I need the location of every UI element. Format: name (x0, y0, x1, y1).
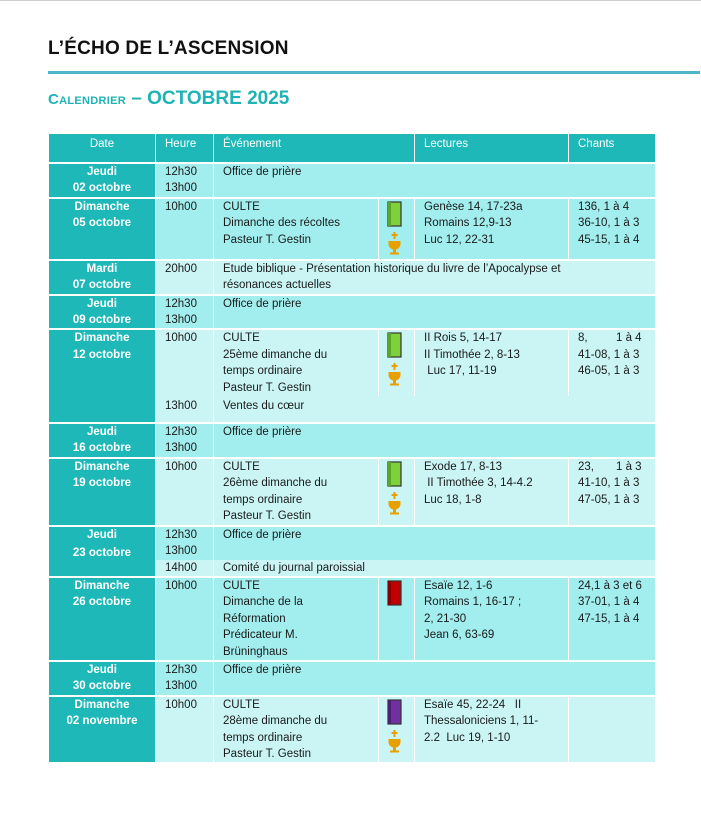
hymns-cell: 23, 1 à 3 41-10, 1 à 3 47-05, 1 à 3 (569, 458, 655, 526)
green-book-icon (387, 201, 402, 227)
date-cell: Jeudi 16 octobre (49, 423, 156, 458)
time-cell: 20h00 (156, 260, 214, 295)
date-cell: Dimanche 12 octobre (49, 329, 156, 396)
date-cell: Jeudi 23 octobre (49, 526, 156, 577)
purple-book-icon (387, 699, 402, 725)
hymns-cell: 136, 1 à 4 36-10, 1 à 3 45-15, 1 à 4 (569, 198, 655, 260)
event-cell: CULTE 28ème dimanche du temps ordinaire Pasteur T. Gestin (214, 696, 379, 763)
time-cell: 13h00 (156, 396, 214, 423)
green-book-icon (387, 461, 402, 487)
table-row (49, 295, 655, 330)
chalice-icon (387, 492, 402, 516)
time-cell: 10h00 (156, 329, 214, 396)
calendar-table (48, 134, 655, 762)
time-cell: 10h00 (156, 696, 214, 763)
liturgy-icon-cell (379, 577, 415, 661)
liturgy-icon-cell (379, 458, 415, 526)
hymns-cell (569, 696, 655, 763)
chalice-icon (387, 363, 402, 387)
liturgy-icon-cell (379, 329, 415, 396)
event-cell: CULTE Dimanche de la Réformation Prédicateur M. Brüninghaus (214, 577, 379, 661)
table-row (49, 661, 655, 696)
red-book-icon (387, 580, 402, 606)
calendar-title (48, 88, 289, 110)
time-cell: 12h30 13h00 (156, 163, 214, 198)
date-cell: Dimanche 19 octobre (49, 458, 156, 526)
calendar-title-month: – OCTOBRE 2025 (126, 88, 290, 109)
date-cell: Jeudi 09 octobre (49, 295, 156, 330)
date-cell: Dimanche 26 octobre (49, 577, 156, 661)
table-header-row (49, 134, 655, 163)
col-chants-header: Chants (569, 134, 655, 163)
table-row (49, 577, 655, 661)
event-cell: Office de prière (214, 295, 655, 330)
title-rule (48, 71, 700, 74)
event-cell: Ventes du cœur (214, 396, 655, 423)
top-divider (0, 0, 701, 1)
liturgy-icon-cell (379, 198, 415, 260)
table-row (49, 423, 655, 458)
date-cell: Dimanche 05 octobre (49, 198, 156, 260)
time-cell: 12h30 13h00 (156, 295, 214, 330)
col-evenement-header: Événement (214, 134, 415, 163)
table-row (49, 198, 655, 260)
time-cell: 12h30 13h00 (156, 423, 214, 458)
time-cell: 12h30 13h00 (156, 526, 214, 560)
event-cell: CULTE 25ème dimanche du temps ordinaire Pasteur T. Gestin (214, 329, 379, 396)
chalice-icon (387, 730, 402, 754)
date-cell: Jeudi 30 octobre (49, 661, 156, 696)
readings-cell: Esaïe 45, 22-24 II Thessaloniciens 1, 11- 2.2 Luc 19, 1-10 (415, 696, 569, 763)
time-cell: 10h00 (156, 198, 214, 260)
liturgy-icon-cell (379, 696, 415, 763)
table-row (49, 458, 655, 526)
col-heure-header: Heure (156, 134, 214, 163)
readings-cell: II Rois 5, 14-17 II Timothée 2, 8-13 Luc 17, 11-19 (415, 329, 569, 396)
event-cell: Etude biblique - Présentation historique du livre de l’Apocalypse et résonances actuelles (214, 260, 655, 295)
table-row (49, 329, 655, 396)
time-cell: 12h30 13h00 (156, 661, 214, 696)
table-row (49, 260, 655, 295)
time-cell: 14h00 (156, 560, 214, 577)
time-cell: 10h00 (156, 458, 214, 526)
event-cell: Office de prière (214, 661, 655, 696)
readings-cell: Genèse 14, 17-23a Romains 12,9-13 Luc 12, 22-31 (415, 198, 569, 260)
date-cell: Jeudi 02 octobre (49, 163, 156, 198)
col-lectures-header: Lectures (415, 134, 569, 163)
table-row (49, 526, 655, 560)
date-cell: Dimanche 02 novembre (49, 696, 156, 763)
time-cell: 10h00 (156, 577, 214, 661)
event-cell: CULTE Dimanche des récoltes Pasteur T. Gestin (214, 198, 379, 260)
table-row (49, 696, 655, 763)
col-date-header: Date (49, 134, 156, 163)
calendar-title-prefix: Calendrier (48, 91, 127, 108)
date-cell: Mardi 07 octobre (49, 260, 156, 295)
hymns-cell: 8, 1 à 4 41-08, 1 à 3 46-05, 1 à 3 (569, 329, 655, 396)
event-cell: CULTE 26ème dimanche du temps ordinaire Pasteur T. Gestin (214, 458, 379, 526)
event-cell: Comité du journal paroissial (214, 560, 655, 577)
event-cell: Office de prière (214, 526, 655, 560)
event-cell: Office de prière (214, 163, 655, 198)
readings-cell: Exode 17, 8-13 II Timothée 3, 14-4.2 Luc 18, 1-8 (415, 458, 569, 526)
chalice-icon (387, 232, 402, 256)
event-cell: Office de prière (214, 423, 655, 458)
readings-cell: Esaïe 12, 1-6 Romains 1, 16-17 ; 2, 21-30 Jean 6, 63-69 (415, 577, 569, 661)
table-row (49, 163, 655, 198)
publication-title: L’ÉCHO DE L’ASCENSION (48, 38, 289, 59)
green-book-icon (387, 332, 402, 358)
date-cell (49, 396, 156, 423)
hymns-cell: 24,1 à 3 et 6 37-01, 1 à 4 47-15, 1 à 4 (569, 577, 655, 661)
table-row (49, 396, 655, 423)
